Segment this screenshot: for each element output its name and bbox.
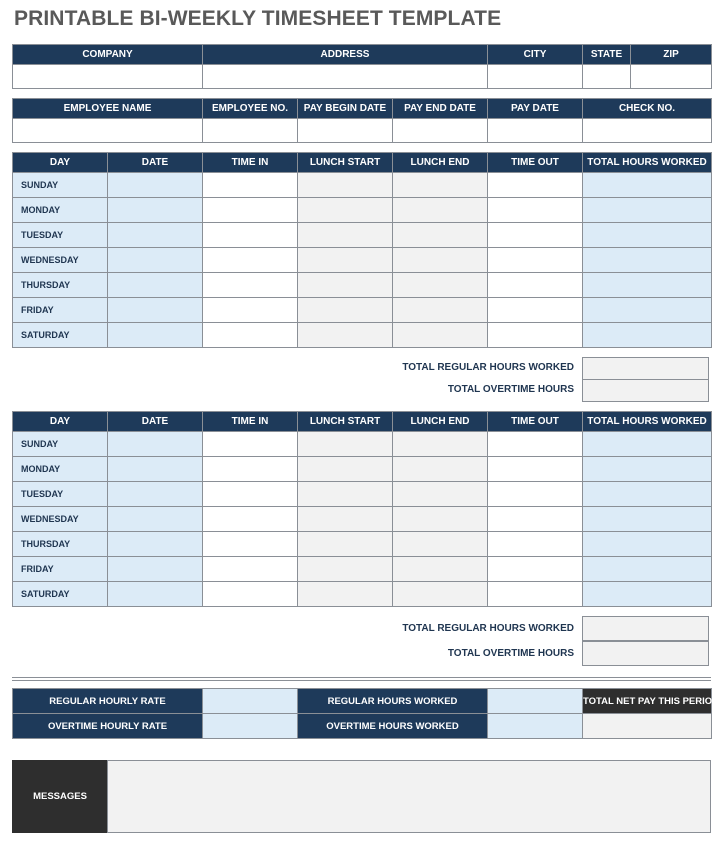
time-in-cell[interactable] bbox=[203, 248, 298, 273]
lunch-end-cell[interactable] bbox=[393, 223, 488, 248]
time-out-cell[interactable] bbox=[488, 457, 583, 482]
divider bbox=[12, 677, 711, 678]
pay-date-header: PAY DATE bbox=[488, 99, 583, 119]
time-in-cell[interactable] bbox=[203, 323, 298, 348]
pay-end-date-field[interactable] bbox=[393, 119, 488, 143]
date-cell[interactable] bbox=[108, 482, 203, 507]
total-hours-cell[interactable] bbox=[583, 532, 712, 557]
regular-hours-worked-field[interactable] bbox=[488, 689, 583, 714]
table-row bbox=[13, 198, 712, 223]
date-header: DATE bbox=[108, 153, 203, 173]
total-net-pay-label: TOTAL NET PAY THIS PERIOD bbox=[583, 689, 712, 714]
week-2-table bbox=[12, 411, 712, 607]
day-label: TUESDAY bbox=[13, 482, 108, 507]
lunch-end-header: LUNCH END bbox=[393, 412, 488, 432]
state-field[interactable] bbox=[583, 65, 631, 89]
total-hours-cell[interactable] bbox=[583, 582, 712, 607]
lunch-end-cell[interactable] bbox=[393, 198, 488, 223]
pay-date-field[interactable] bbox=[488, 119, 583, 143]
date-cell[interactable] bbox=[108, 173, 203, 198]
lunch-start-cell[interactable] bbox=[298, 323, 393, 348]
lunch-end-cell[interactable] bbox=[393, 173, 488, 198]
day-label: WEDNESDAY bbox=[13, 248, 108, 273]
city-header: CITY bbox=[488, 45, 583, 65]
lunch-end-cell[interactable] bbox=[393, 298, 488, 323]
day-label: SATURDAY bbox=[13, 582, 108, 607]
company-field[interactable] bbox=[13, 65, 203, 89]
lunch-end-header: LUNCH END bbox=[393, 153, 488, 173]
company-table bbox=[12, 44, 712, 89]
city-field[interactable] bbox=[488, 65, 583, 89]
total-hours-cell[interactable] bbox=[583, 298, 712, 323]
lunch-start-cell[interactable] bbox=[298, 173, 393, 198]
lunch-start-header: LUNCH START bbox=[298, 412, 393, 432]
table-row bbox=[13, 432, 712, 457]
total-hours-cell[interactable] bbox=[583, 323, 712, 348]
week-2-total-overtime-field[interactable] bbox=[582, 641, 709, 666]
lunch-end-cell[interactable] bbox=[393, 557, 488, 582]
date-cell[interactable] bbox=[108, 248, 203, 273]
regular-hours-worked-label: REGULAR HOURS WORKED bbox=[298, 689, 488, 714]
lunch-end-cell[interactable] bbox=[393, 323, 488, 348]
week-1-total-overtime-field[interactable] bbox=[582, 379, 709, 402]
date-cell[interactable] bbox=[108, 298, 203, 323]
address-field[interactable] bbox=[203, 65, 488, 89]
date-cell[interactable] bbox=[108, 273, 203, 298]
time-in-cell[interactable] bbox=[203, 273, 298, 298]
total-hours-worked-header: TOTAL HOURS WORKED bbox=[583, 153, 712, 173]
lunch-start-cell[interactable] bbox=[298, 482, 393, 507]
date-cell[interactable] bbox=[108, 198, 203, 223]
employee-name-header: EMPLOYEE NAME bbox=[13, 99, 203, 119]
day-label: SATURDAY bbox=[13, 323, 108, 348]
time-in-cell[interactable] bbox=[203, 582, 298, 607]
lunch-start-header: LUNCH START bbox=[298, 153, 393, 173]
time-out-cell[interactable] bbox=[488, 557, 583, 582]
time-out-cell[interactable] bbox=[488, 482, 583, 507]
pay-begin-date-field[interactable] bbox=[298, 119, 393, 143]
time-out-cell[interactable] bbox=[488, 223, 583, 248]
total-hours-cell[interactable] bbox=[583, 557, 712, 582]
company-header: COMPANY bbox=[13, 45, 203, 65]
total-hours-cell[interactable] bbox=[583, 457, 712, 482]
table-row bbox=[13, 457, 712, 482]
table-row bbox=[13, 298, 712, 323]
time-in-cell[interactable] bbox=[203, 557, 298, 582]
week-1-total-regular-label: TOTAL REGULAR HOURS WORKED bbox=[402, 362, 574, 373]
time-in-cell[interactable] bbox=[203, 432, 298, 457]
lunch-start-cell[interactable] bbox=[298, 582, 393, 607]
time-in-cell[interactable] bbox=[203, 298, 298, 323]
employee-name-field[interactable] bbox=[13, 119, 203, 143]
day-label: FRIDAY bbox=[13, 557, 108, 582]
date-cell[interactable] bbox=[108, 432, 203, 457]
lunch-start-cell[interactable] bbox=[298, 223, 393, 248]
day-label: THURSDAY bbox=[13, 532, 108, 557]
day-label: MONDAY bbox=[13, 457, 108, 482]
time-in-cell[interactable] bbox=[203, 482, 298, 507]
time-in-cell[interactable] bbox=[203, 507, 298, 532]
lunch-end-cell[interactable] bbox=[393, 582, 488, 607]
week-2-total-overtime-label: TOTAL OVERTIME HOURS bbox=[447, 648, 574, 659]
table-row bbox=[13, 223, 712, 248]
table-row bbox=[13, 323, 712, 348]
state-header: STATE bbox=[583, 45, 631, 65]
date-cell[interactable] bbox=[108, 457, 203, 482]
total-hours-cell[interactable] bbox=[583, 273, 712, 298]
lunch-start-cell[interactable] bbox=[298, 248, 393, 273]
day-label: THURSDAY bbox=[13, 273, 108, 298]
day-label: SUNDAY bbox=[13, 173, 108, 198]
date-cell[interactable] bbox=[108, 532, 203, 557]
time-out-cell[interactable] bbox=[488, 432, 583, 457]
pay-end-date-header: PAY END DATE bbox=[393, 99, 488, 119]
date-cell[interactable] bbox=[108, 582, 203, 607]
zip-field[interactable] bbox=[631, 65, 712, 89]
lunch-start-cell[interactable] bbox=[298, 198, 393, 223]
week-1-table bbox=[12, 152, 712, 348]
lunch-end-cell[interactable] bbox=[393, 273, 488, 298]
total-hours-cell[interactable] bbox=[583, 507, 712, 532]
overtime-hours-worked-field[interactable] bbox=[488, 714, 583, 739]
week-2-total-regular-field[interactable] bbox=[582, 616, 709, 641]
table-row bbox=[13, 532, 712, 557]
day-label: WEDNESDAY bbox=[13, 507, 108, 532]
time-out-cell[interactable] bbox=[488, 582, 583, 607]
messages-label: MESSAGES bbox=[12, 760, 108, 833]
total-hours-cell[interactable] bbox=[583, 223, 712, 248]
time-out-cell[interactable] bbox=[488, 532, 583, 557]
time-in-cell[interactable] bbox=[203, 457, 298, 482]
table-row bbox=[13, 273, 712, 298]
lunch-start-cell[interactable] bbox=[298, 507, 393, 532]
time-out-header: TIME OUT bbox=[488, 153, 583, 173]
day-header: DAY bbox=[13, 412, 108, 432]
employee-no-field[interactable] bbox=[203, 119, 298, 143]
time-in-cell[interactable] bbox=[203, 223, 298, 248]
time-out-cell[interactable] bbox=[488, 173, 583, 198]
page-title: PRINTABLE BI-WEEKLY TIMESHEET TEMPLATE bbox=[14, 7, 502, 30]
day-header: DAY bbox=[13, 153, 108, 173]
divider bbox=[12, 680, 711, 681]
lunch-start-cell[interactable] bbox=[298, 298, 393, 323]
pay-summary-table bbox=[12, 688, 720, 739]
lunch-end-cell[interactable] bbox=[393, 248, 488, 273]
table-row bbox=[13, 482, 712, 507]
table-row bbox=[13, 557, 712, 582]
lunch-start-cell[interactable] bbox=[298, 532, 393, 557]
lunch-end-cell[interactable] bbox=[393, 532, 488, 557]
week-1-total-regular-field[interactable] bbox=[582, 357, 709, 380]
day-label: TUESDAY bbox=[13, 223, 108, 248]
date-cell[interactable] bbox=[108, 557, 203, 582]
day-label: MONDAY bbox=[13, 198, 108, 223]
overtime-hours-worked-label: OVERTIME HOURS WORKED bbox=[298, 714, 488, 739]
date-cell[interactable] bbox=[108, 323, 203, 348]
messages-field[interactable] bbox=[107, 760, 711, 833]
time-in-cell[interactable] bbox=[203, 198, 298, 223]
time-out-cell[interactable] bbox=[488, 323, 583, 348]
date-cell[interactable] bbox=[108, 507, 203, 532]
week-2-total-regular-label: TOTAL REGULAR HOURS WORKED bbox=[402, 623, 574, 634]
check-no-header: CHECK NO. bbox=[583, 99, 712, 119]
time-out-cell[interactable] bbox=[488, 248, 583, 273]
lunch-start-cell[interactable] bbox=[298, 432, 393, 457]
table-row bbox=[13, 507, 712, 532]
time-out-cell[interactable] bbox=[488, 198, 583, 223]
total-hours-cell[interactable] bbox=[583, 248, 712, 273]
time-out-cell[interactable] bbox=[488, 507, 583, 532]
date-cell[interactable] bbox=[108, 223, 203, 248]
regular-hourly-rate-field[interactable] bbox=[203, 689, 298, 714]
zip-header: ZIP bbox=[631, 45, 712, 65]
lunch-start-cell[interactable] bbox=[298, 557, 393, 582]
lunch-start-cell[interactable] bbox=[298, 273, 393, 298]
lunch-end-cell[interactable] bbox=[393, 507, 488, 532]
time-out-cell[interactable] bbox=[488, 273, 583, 298]
date-header: DATE bbox=[108, 412, 203, 432]
lunch-start-cell[interactable] bbox=[298, 457, 393, 482]
table-row bbox=[13, 582, 712, 607]
overtime-hourly-rate-label: OVERTIME HOURLY RATE bbox=[13, 714, 203, 739]
time-out-header: TIME OUT bbox=[488, 412, 583, 432]
check-no-field[interactable] bbox=[583, 119, 712, 143]
total-hours-cell[interactable] bbox=[583, 432, 712, 457]
time-in-header: TIME IN bbox=[203, 153, 298, 173]
overtime-hourly-rate-field[interactable] bbox=[203, 714, 298, 739]
week-1-total-overtime-label: TOTAL OVERTIME HOURS bbox=[447, 384, 574, 395]
lunch-end-cell[interactable] bbox=[393, 457, 488, 482]
time-in-header: TIME IN bbox=[203, 412, 298, 432]
total-hours-cell[interactable] bbox=[583, 482, 712, 507]
employee-table bbox=[12, 98, 712, 143]
total-hours-worked-header: TOTAL HOURS WORKED bbox=[583, 412, 712, 432]
time-in-cell[interactable] bbox=[203, 173, 298, 198]
total-hours-cell[interactable] bbox=[583, 198, 712, 223]
lunch-end-cell[interactable] bbox=[393, 482, 488, 507]
day-label: SUNDAY bbox=[13, 432, 108, 457]
time-in-cell[interactable] bbox=[203, 532, 298, 557]
table-row bbox=[13, 248, 712, 273]
employee-no-header: EMPLOYEE NO. bbox=[203, 99, 298, 119]
regular-hourly-rate-label: REGULAR HOURLY RATE bbox=[13, 689, 203, 714]
pay-begin-date-header: PAY BEGIN DATE bbox=[298, 99, 393, 119]
total-hours-cell[interactable] bbox=[583, 173, 712, 198]
address-header: ADDRESS bbox=[203, 45, 488, 65]
table-row bbox=[13, 173, 712, 198]
total-net-pay-field[interactable] bbox=[583, 714, 712, 739]
time-out-cell[interactable] bbox=[488, 298, 583, 323]
day-label: FRIDAY bbox=[13, 298, 108, 323]
lunch-end-cell[interactable] bbox=[393, 432, 488, 457]
